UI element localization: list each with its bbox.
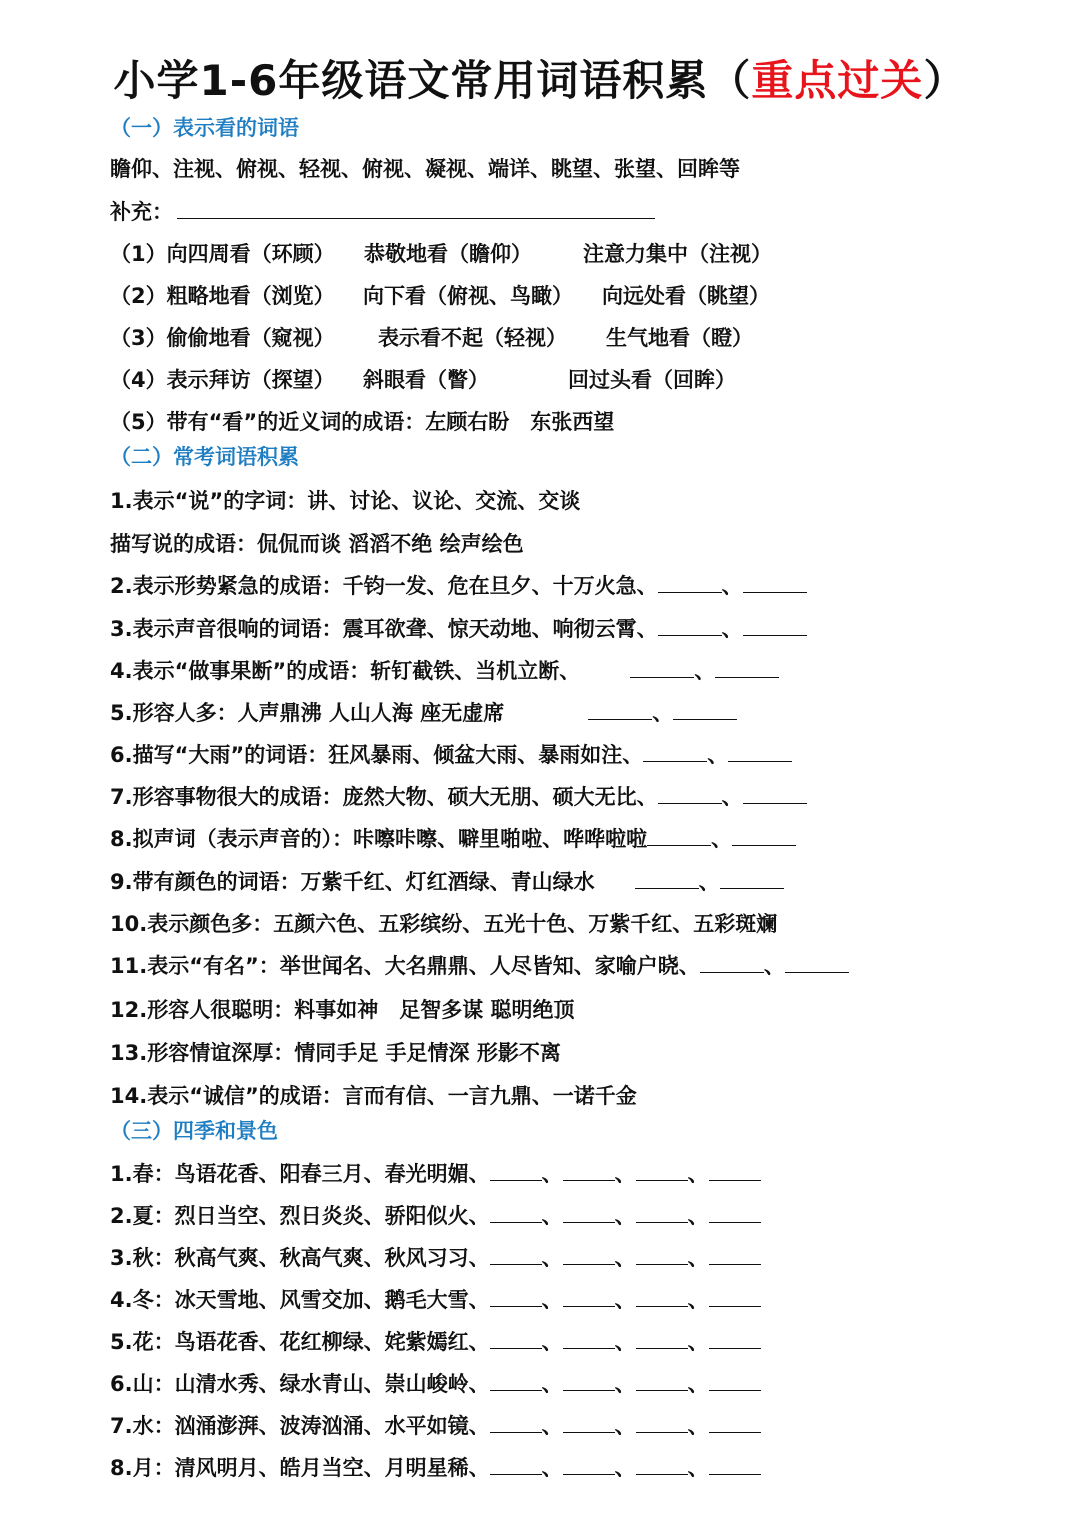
page-title: 小学1-6年级语文常用词语积累（重点过关）	[113, 56, 967, 105]
fill-blank[interactable]	[490, 1473, 542, 1475]
fill-blank[interactable]	[588, 718, 652, 720]
fill-blank[interactable]	[563, 1263, 615, 1265]
list-item: 5.花：鸟语花香、花红柳绿、姹紫嫣红、 、 、 、	[110, 1326, 761, 1356]
fill-blank[interactable]	[743, 591, 807, 593]
fill-blank[interactable]	[490, 1263, 542, 1265]
list-item: 6.山：山清水秀、绿水青山、崇山峻岭、 、 、 、	[110, 1368, 761, 1398]
fill-blank[interactable]	[563, 1221, 615, 1223]
fill-blank[interactable]	[743, 634, 807, 636]
section-heading-seasons: （三）四季和景色	[110, 1119, 278, 1143]
fill-blank[interactable]	[636, 1305, 688, 1307]
section-heading-common-words: （二）常考词语积累	[110, 445, 299, 469]
fill-blank[interactable]	[658, 802, 722, 804]
list-item: 9.带有颜色的词语：万紫千红、灯红酒绿、青山绿水 、	[110, 866, 784, 896]
list-item: 7.水：汹涌澎湃、波涛汹涌、水平如镜、 、 、 、	[110, 1410, 761, 1440]
list-item: 1.春：鸟语花香、阳春三月、春光明媚、 、 、 、	[110, 1158, 761, 1188]
look-row: （2）粗略地看（浏览） 向下看（俯视、鸟瞰） 向远处看（眺望）	[110, 284, 770, 308]
fill-blank[interactable]	[563, 1431, 615, 1433]
fill-blank[interactable]	[658, 591, 722, 593]
list-item: 3.秋：秋高气爽、秋高气爽、秋风习习、 、 、 、	[110, 1242, 761, 1272]
fill-blank[interactable]	[709, 1473, 761, 1475]
list-item: 3.表示声音很响的词语：震耳欲聋、惊天动地、响彻云霄、 、	[110, 613, 807, 643]
fill-blank[interactable]	[636, 1431, 688, 1433]
look-row: （3）偷偷地看（窥视） 表示看不起（轻视） 生气地看（瞪）	[110, 326, 753, 350]
fill-blank[interactable]	[490, 1179, 542, 1181]
list-item: 7.形容事物很大的成语：庞然大物、硕大无朋、硕大无比、 、	[110, 781, 807, 811]
fill-blank[interactable]	[563, 1347, 615, 1349]
list-item: 8.拟声词（表示声音的）：咔嚓咔嚓、噼里啪啦、哗哗啦啦 、	[110, 823, 796, 853]
fill-blank[interactable]	[647, 844, 711, 846]
fill-blank[interactable]	[673, 718, 737, 720]
fill-blank[interactable]	[709, 1347, 761, 1349]
fill-blank[interactable]	[636, 1263, 688, 1265]
fill-blank[interactable]	[636, 1179, 688, 1181]
list-item: 8.月：清风明月、皓月当空、月明星稀、 、 、 、	[110, 1452, 761, 1482]
fill-blank[interactable]	[563, 1305, 615, 1307]
fill-blank[interactable]	[563, 1473, 615, 1475]
fill-blank[interactable]	[636, 1347, 688, 1349]
look-row: （4）表示拜访（探望） 斜眼看（瞥） 回过头看（回眸）	[110, 368, 736, 392]
title-highlight: 重点过关	[751, 56, 924, 105]
section-heading-look: （一）表示看的词语	[110, 116, 299, 140]
list-item: 4.表示“做事果断”的成语：斩钉截铁、当机立断、 、	[110, 655, 779, 685]
fill-blank[interactable]	[630, 676, 694, 678]
fill-blank[interactable]	[490, 1347, 542, 1349]
fill-blank[interactable]	[490, 1305, 542, 1307]
fill-blank[interactable]	[636, 1389, 688, 1391]
fill-blank[interactable]	[728, 760, 792, 762]
fill-blank[interactable]	[635, 887, 699, 889]
look-row: （5）带有“看”的近义词的成语：左顾右盼 东张西望	[110, 410, 615, 434]
list-item: 14.表示“诚信”的成语：言而有信、一言九鼎、一诺千金	[110, 1084, 637, 1108]
list-item: 6.描写“大雨”的词语：狂风暴雨、倾盆大雨、暴雨如注、 、	[110, 739, 792, 769]
list-item: 11.表示“有名”：举世闻名、大名鼎鼎、人尽皆知、家喻户晓、 、	[110, 950, 849, 980]
list-item: 2.夏：烈日当空、烈日炎炎、骄阳似火、 、 、 、	[110, 1200, 761, 1230]
fill-blank[interactable]	[563, 1179, 615, 1181]
fill-blank[interactable]	[490, 1389, 542, 1391]
fill-blank[interactable]	[709, 1221, 761, 1223]
list-item: 12.形容人很聪明：料事如神 足智多谋 聪明绝顶	[110, 998, 575, 1022]
fill-blank[interactable]	[720, 887, 784, 889]
fill-blank[interactable]	[636, 1473, 688, 1475]
fill-blank[interactable]	[785, 971, 849, 973]
fill-blank[interactable]	[732, 844, 796, 846]
fill-blank[interactable]	[743, 802, 807, 804]
fill-blank[interactable]	[490, 1431, 542, 1433]
supplement-line: 补充：	[110, 196, 655, 226]
fill-blank[interactable]	[563, 1389, 615, 1391]
list-item: 10.表示颜色多：五颜六色、五彩缤纷、五光十色、万紫千红、五彩斑斓	[110, 912, 778, 936]
fill-blank[interactable]	[177, 217, 655, 219]
list-item: 5.形容人多：人声鼎沸 人山人海 座无虚席 、	[110, 697, 737, 727]
look-row: （1）向四周看（环顾） 恭敬地看（瞻仰） 注意力集中（注视）	[110, 242, 772, 266]
fill-blank[interactable]	[709, 1389, 761, 1391]
fill-blank[interactable]	[709, 1263, 761, 1265]
fill-blank[interactable]	[490, 1221, 542, 1223]
fill-blank[interactable]	[709, 1431, 761, 1433]
list-item: 1.表示“说”的字词：讲、讨论、议论、交流、交谈	[110, 489, 581, 513]
fill-blank[interactable]	[700, 971, 764, 973]
fill-blank[interactable]	[636, 1221, 688, 1223]
list-item: 2.表示形势紧急的成语：千钧一发、危在旦夕、十万火急、 、	[110, 570, 807, 600]
fill-blank[interactable]	[643, 760, 707, 762]
fill-blank[interactable]	[658, 634, 722, 636]
fill-blank[interactable]	[709, 1305, 761, 1307]
fill-blank[interactable]	[709, 1179, 761, 1181]
look-words: 瞻仰、注视、俯视、轻视、俯视、凝视、端详、眺望、张望、回眸等	[110, 157, 740, 181]
list-item: 13.形容情谊深厚：情同手足 手足情深 形影不离	[110, 1041, 561, 1065]
fill-blank[interactable]	[715, 676, 779, 678]
list-item: 描写说的成语：侃侃而谈 滔滔不绝 绘声绘色	[110, 532, 524, 556]
list-item: 4.冬：冰天雪地、风雪交加、鹅毛大雪、 、 、 、	[110, 1284, 761, 1314]
